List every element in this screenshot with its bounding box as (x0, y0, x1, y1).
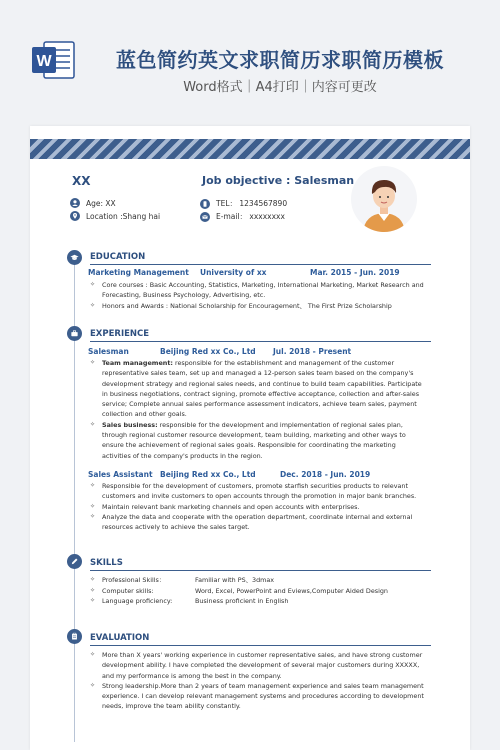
evaluation-list (88, 650, 426, 712)
avatar (351, 166, 417, 232)
applicant-name: XX (72, 174, 91, 188)
email-row (200, 211, 285, 222)
education-title: EDUCATION (90, 252, 146, 262)
job2-list (88, 481, 426, 532)
evaluation-title: EVALUATION (90, 633, 150, 643)
age-text: Age: XX (86, 198, 116, 208)
evaluation-divider (90, 645, 431, 646)
skills-section-icon (67, 554, 82, 569)
education-major: Marketing Management (88, 268, 189, 277)
list-item: ✧ Strong leadership.More than 2 years of team management experience and sales team management experience. I can develop relevant management systems and procedures according to development needs, improve the team ability constantly. (88, 681, 426, 712)
briefcase-icon (70, 329, 79, 338)
person-icon (70, 198, 80, 208)
list-item: ✧ Responsible for the development of customers, promote starfish securities products to relevant customers and invite customers to open accounts through the promotion in major bank branches. (88, 481, 426, 502)
location-row (70, 211, 160, 221)
age-row (70, 198, 116, 208)
education-dates: Mar. 2015 - Jun. 2019 (310, 268, 400, 277)
tel-row (200, 198, 287, 209)
job1-list (88, 358, 426, 461)
clipboard-icon (70, 632, 79, 641)
skills-title: SKILLS (90, 558, 123, 568)
job1-company: Beijing Red xx Co., Ltd (160, 347, 256, 356)
word-logo-letter: W (36, 53, 52, 70)
list-item: ✧ Professional Skills： Familiar with PS、3dmax (88, 575, 426, 586)
tel-text: TEL： 1234567890 (216, 199, 288, 208)
list-item: ✧ More than X years' working experience in customer representative sales, and have strong customer development ability. I have completed the development of several major customers during XXXXX, and my performance is among the best in the company. (88, 650, 426, 681)
job2-company: Beijing Red xx Co., Ltd (160, 470, 256, 479)
evaluation-section-icon (67, 629, 82, 644)
graduation-cap-icon (70, 253, 79, 262)
location-pin-icon (70, 211, 80, 221)
skills-list (88, 575, 426, 607)
job1-dates: Jul. 2018 - Present (273, 347, 352, 356)
list-item: ✧ Core courses : Basic Accounting, Statistics, Marketing, International Marketing, Market Research and Forecasting, Business Psychology, Advertising, etc. (88, 280, 426, 301)
skills-divider (90, 570, 431, 571)
mail-icon (200, 212, 210, 222)
avatar-illustration (351, 166, 417, 232)
page-title: 蓝色简约英文求职简历求职简历模板 (116, 48, 444, 72)
list-item: ✧ Sales business: responsible for the development and implementation of regional sales plan, through regional customer resource development, team building, marketing and other ways to ensure the achievement of regional sales goals. Responsible for coordinating the marketing activities of the company's products in the region. (88, 420, 426, 461)
job-objective: Job objective : Salesman (202, 174, 355, 187)
list-item: ✧ Analyze the data and cooperate with the operation department, coordinate internal and external resources actively to achieve the sales target. (88, 512, 426, 533)
education-divider (90, 264, 431, 265)
job2-dates: Dec. 2018 - Jun. 2019 (280, 470, 371, 479)
top-banner (0, 0, 500, 118)
education-section-icon (67, 250, 82, 265)
pencil-icon (70, 557, 79, 566)
list-item: ✧ Maintain relevant bank marketing channels and open accounts with enterprises. (88, 502, 426, 512)
email-text: E-mail： xxxxxxxx (216, 212, 285, 221)
header-stripe (30, 139, 470, 159)
list-item: ✧ Computer skills: Word, Excel, PowerPoint and Eviews,Computer Aided Design (88, 586, 426, 597)
list-item: ✧ Team management: responsible for the establishment and management of the customer representative sales team, set up and managed a 12-person sales team based on the company's development strategy and regional sales needs, and continue to build team capabilities. Participate in business negotiations, contract signing, promote effective acceptance, collection and after-sales service; Complete annual sales performance assessment indicators, achieve team sales, payment collection and other goals. (88, 358, 426, 420)
experience-section-icon (67, 326, 82, 341)
experience-title: EXPERIENCE (90, 329, 150, 339)
word-logo (30, 40, 76, 80)
list-item: ✧ Honors and Awards : National Scholarship for Encouragement、 The First Prize Scholarship (88, 301, 426, 311)
job1-role: Salesman (88, 347, 129, 356)
resume-page (30, 126, 470, 750)
list-item: ✧ Language proficiency: Business proficient in English (88, 596, 426, 607)
education-list (88, 280, 426, 311)
page-subtitle: Word格式｜A4打印｜内容可更改 (183, 80, 377, 95)
education-school: University of xx (200, 268, 267, 277)
phone-icon (200, 199, 210, 209)
job2-role: Sales Assistant (88, 470, 153, 479)
experience-divider (90, 341, 431, 342)
location-text: Location :Shang hai (86, 211, 161, 221)
